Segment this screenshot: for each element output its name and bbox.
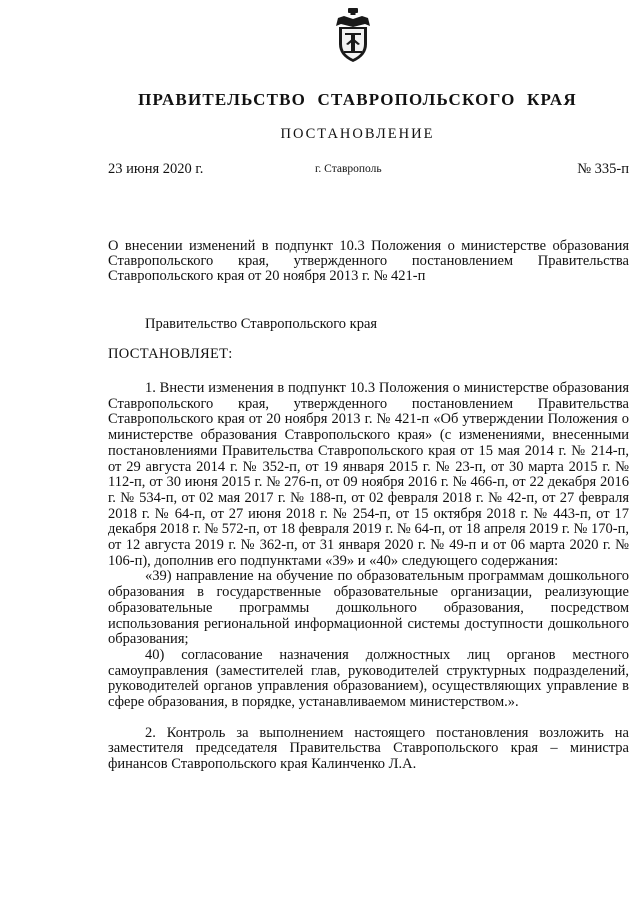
decrees-label: ПОСТАНОВЛЯЕТ:: [108, 346, 233, 362]
document-date: 23 июня 2020 г.: [108, 161, 204, 177]
paragraph-2: 2. Контроль за выполнением настоящего постановления возложить на заместителя председателя Правительства Ставропольского края – министра финансов Ставропольского края Калинченко Л.А.: [108, 724, 629, 773]
government-title: ПРАВИТЕЛЬСТВО СТАВРОПОЛЬСКОГО КРАЯ: [138, 90, 577, 109]
document-city: г. Ставрополь: [315, 163, 382, 175]
document-type: ПОСТАНОВЛЕНИЕ: [280, 126, 435, 142]
coat-of-arms-emblem: [330, 8, 376, 64]
document-number: № 335-п: [577, 161, 629, 177]
paragraph-1: 1. Внести изменения в подпункт 10.3 Положения о министерстве образования Ставропольского края, утвержденного постановлением Правительства Ставропольского края от 20 ноября 2013 г. № 421-п «Об утверждении Положения о министерстве образования Ставропольского края» (с изменениями, внесенными постановлениями Правительства Ставропольского края от 15 мая 2014 г. № 214-п, от 29 августа 2014 г. № 352-п, от 19 января 2015 г. № 23-п, от 30 марта 2015 г. № 112-п, от 30 июня 2015 г. № 276-п, от 09 ноября 2016 г. № 466-п, от 22 декабря 2016 г. № 534-п, от 02 мая 2017 г. № 188-п, от 02 февраля 2018 г. № 42-п, от 27 февраля 2018 г. № 64-п, от 27 июня 2018 г. № 254-п, от 15 октября 2018 г. № 443-п, от 17 декабря 2018 г. № 572-п, от 18 февраля 2019 г. № 64-п, от 18 апреля 2019 г. № 170-п, от 12 августа 2019 г. № 362-п, от 31 января 2020 г. № 49-п и от 06 марта 2020 г. № 106-п), дополнив его подпунктами «39» и «40» следующего содержания:: [108, 380, 629, 569]
document-body: [108, 381, 629, 773]
issuing-body: Правительство Ставропольского края: [145, 316, 378, 332]
document-subject: О внесении изменений в подпункт 10.3 Положения о министерстве образования Ставропольского края, утвержденного постановлением Правительства Ставропольского края от 20 ноября 2013 г. № 421-п: [108, 238, 629, 284]
subparagraph-39: «39) направление на обучение по образовательным программам дошкольного образования в государственные образовательные организации, реализующие образовательные программы дошкольного образования, посредством использования региональной информационной системы доступности дошкольного образования;: [108, 568, 629, 648]
subparagraph-40: 40) согласование назначения должностных лиц органов местного самоуправления (заместителей глав, руководителей структурных подразделений, руководителей органов управления образованием), осуществляющих управление в сфере образования, в порядке, устанавливаемом министерством.».: [108, 646, 629, 711]
